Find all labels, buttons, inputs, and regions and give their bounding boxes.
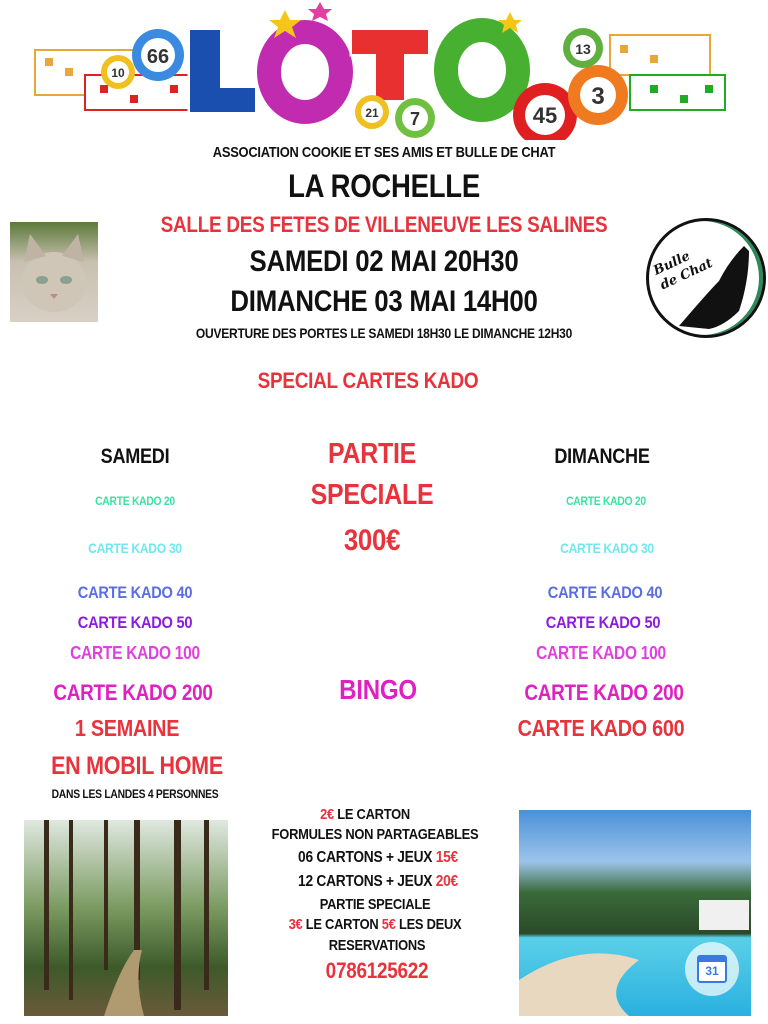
speciale-label: SPECIALE [310,479,434,511]
formules-note: FORMULES NON PARTAGEABLES [271,826,479,843]
loto-letter-t [352,30,428,100]
samedi-title: SAMEDI [100,445,170,468]
price-value: 15€ [435,849,458,866]
price-value: 3€ [288,916,303,933]
samedi-prize: CARTE KADO 40 [77,583,193,602]
samedi-prize: CARTE KADO 30 [88,540,182,556]
reservations-label: RESERVATIONS [328,937,426,954]
calendar-icon [685,942,739,996]
price-12-cartons [298,874,458,890]
samedi-prize: CARTE KADO 50 [77,613,193,632]
price-text: LE CARTON [333,806,410,823]
samedi-prize: 1 SEMAINE [74,715,180,741]
bingo-label: BINGO [339,674,417,705]
dimanche-title: DIMANCHE [554,445,650,468]
ball-number: 66 [146,46,170,68]
ball-number: 21 [365,106,379,120]
loto-letter-l [190,30,255,112]
city: LA ROCHELLE [288,168,480,204]
dimanche-prize: CARTE KADO 100 [536,643,666,663]
cat-photo [10,222,98,322]
forest-photo [24,820,228,1016]
loto-letter-o [269,32,341,112]
price-value: 20€ [435,873,458,890]
price-carton [320,807,410,822]
ball-number: 7 [409,109,421,129]
partie-label: PARTIE [327,438,417,470]
dimanche-prize: CARTE KADO 50 [545,613,661,632]
price-6-cartons [298,850,458,866]
price-text: 06 CARTONS + JEUX [298,849,436,866]
special-amount: 300€ [343,524,401,557]
loto-logo-graphic [30,0,740,140]
special-cartes-kado: SPECIAL CARTES KADO [257,368,479,393]
bulle-de-chat-logo [646,218,766,338]
samedi-prize-detail: DANS LES LANDES 4 PERSONNES [51,787,219,801]
price-value: 5€ [381,916,396,933]
association-name: ASSOCIATION COOKIE ET SES AMIS ET BULLE DE CHAT [212,144,556,161]
price-partie-speciale [289,917,462,932]
date-saturday: SAMEDI 02 MAI 20H30 [249,245,519,278]
date-sunday: DIMANCHE 03 MAI 14H00 [230,285,538,318]
price-text: LE CARTON [302,916,382,933]
pool-photo [519,810,751,1016]
doors-opening: OUVERTURE DES PORTES LE SAMEDI 18H30 LE DIMANCHE 12H30 [195,325,573,341]
dimanche-prize: CARTE KADO 20 [566,494,646,508]
loto-letter-o [446,30,518,110]
bulle-de-chat-text: Bulle de Chat [651,248,716,293]
samedi-prize: EN MOBIL HOME [51,752,223,780]
ball-number: 45 [532,103,558,128]
dimanche-prize: CARTE KADO 30 [560,540,654,556]
dimanche-prize: CARTE KADO 200 [524,680,684,705]
price-value: 2€ [320,806,334,823]
venue: SALLE DES FETES DE VILLENEUVE LES SALINES [160,212,608,237]
phone-number[interactable]: 0786125622 [325,958,429,983]
partie-speciale-label: PARTIE SPECIALE [319,896,431,913]
ball-number: 3 [591,83,605,110]
loto-banner [30,0,740,140]
price-text: LES DEUX [395,916,462,933]
dimanche-prize: CARTE KADO 40 [547,583,663,602]
samedi-prize: CARTE KADO 100 [70,643,200,663]
dimanche-prize: CARTE KADO 600 [517,715,685,741]
ball-number: 13 [575,41,591,57]
calendar-day: 31 [697,955,727,983]
ball-number: 10 [111,66,125,80]
samedi-prize: CARTE KADO 20 [95,494,175,508]
samedi-prize: CARTE KADO 200 [53,680,213,705]
price-text: 12 CARTONS + JEUX [298,873,436,890]
